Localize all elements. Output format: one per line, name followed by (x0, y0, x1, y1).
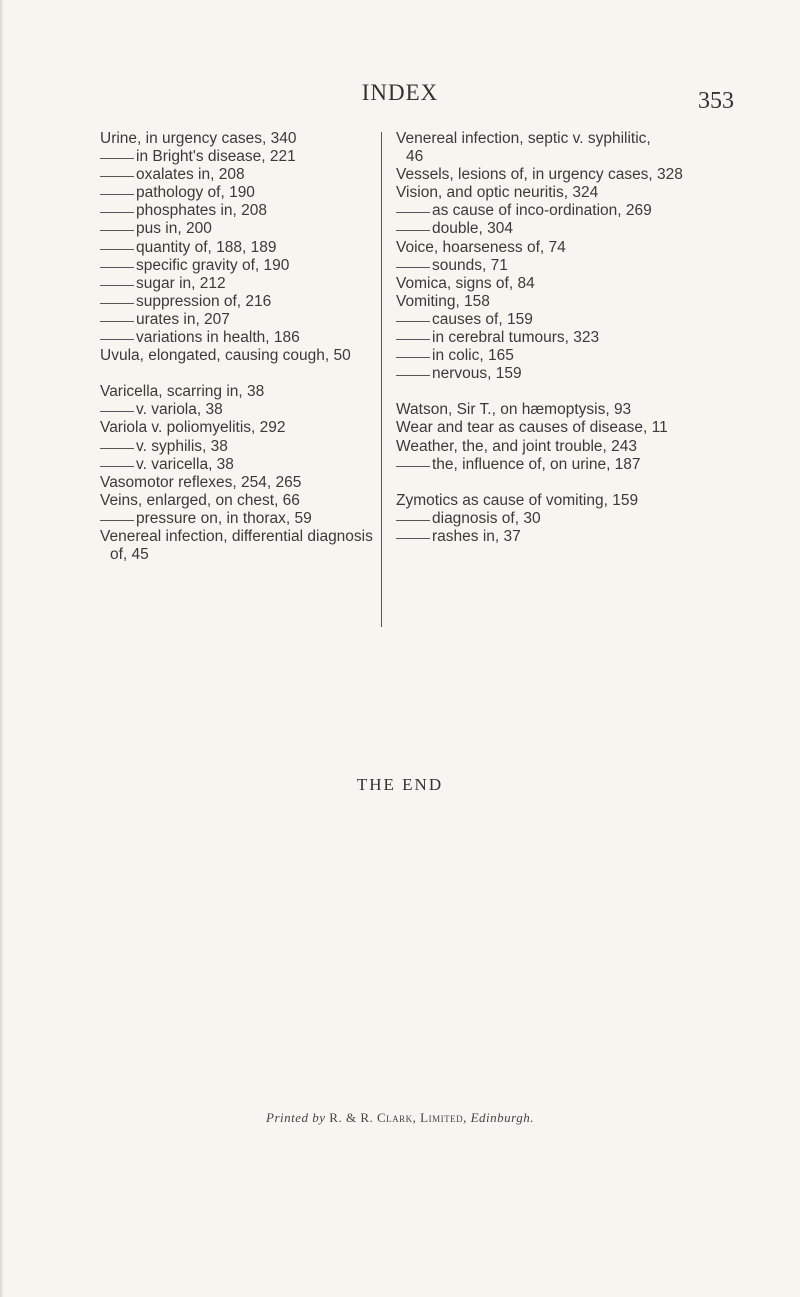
entry-gap (396, 383, 746, 401)
index-entry: Uvula, elongated, causing cough, 50 (100, 347, 351, 365)
index-entry: Venereal infection, septic v. syphilitic, (396, 130, 651, 147)
index-subentry: rashes in, 37 (396, 528, 746, 546)
index-subentry: specific gravity of, 190 (100, 257, 370, 275)
index-subentry: pressure on, in thorax, 59 (100, 510, 370, 528)
page-number: 353 (698, 88, 734, 114)
index-subentry: pathology of, 190 (100, 184, 370, 202)
index-subentry: double, 304 (396, 220, 746, 238)
entry-gap (100, 365, 370, 383)
index-subentry: in colic, 165 (396, 347, 746, 365)
index-entry: 46 (406, 148, 424, 166)
index-subentry: diagnosis of, 30 (396, 510, 746, 528)
index-subentry: the, influence of, on urine, 187 (396, 456, 746, 474)
index-subentry: causes of, 159 (396, 311, 746, 329)
index-entry: Vision, and optic neuritis, 324 (396, 184, 599, 202)
index-entry: Vasomotor reflexes, 254, 265 (100, 473, 302, 491)
index-entry: Weather, the, and joint trouble, 243 (396, 437, 637, 455)
index-column-left (100, 130, 373, 564)
index-entry: Venereal infection, differential diagnosis (100, 527, 373, 545)
index-subentry: pus in, 200 (100, 220, 370, 238)
index-subentry: as cause of inco-ordination, 269 (396, 202, 746, 220)
index-subentry: sounds, 71 (396, 257, 746, 275)
index-entry: Urine, in urgency cases, 340 (100, 130, 297, 147)
entry-gap (396, 474, 746, 492)
index-entry: of, 45 (110, 546, 149, 564)
index-subentry: phosphates in, 208 (100, 202, 370, 220)
index-subentry: in Bright's disease, 221 (100, 148, 370, 166)
index-subentry: quantity of, 188, 189 (100, 239, 370, 257)
index-subentry: v. varicella, 38 (100, 456, 370, 474)
printer-imprint (0, 1110, 800, 1126)
page-title: INDEX (361, 80, 439, 105)
index-entry: Vomica, signs of, 84 (396, 274, 535, 292)
index-entry: Wear and tear as causes of disease, 11 (396, 419, 668, 437)
index-column-right (396, 130, 746, 546)
index-entry: Vomiting, 158 (396, 292, 490, 310)
index-entry: Varicella, scarring in, 38 (100, 383, 265, 401)
index-subentry: oxalates in, 208 (100, 166, 370, 184)
index-subentry: in cerebral tumours, 323 (396, 329, 746, 347)
page-edge (0, 0, 4, 1297)
index-subentry: nervous, 159 (396, 365, 746, 383)
index-entry: Zymotics as cause of vomiting, 159 (396, 491, 639, 509)
imprint-printer: R. & R. Clark, Limited, (329, 1110, 467, 1125)
index-subentry: sugar in, 212 (100, 275, 370, 293)
index-subentry: suppression of, 216 (100, 293, 370, 311)
index-entry: Vessels, lesions of, in urgency cases, 328 (396, 166, 683, 184)
index-subentry: v. variola, 38 (100, 401, 370, 419)
column-divider (381, 132, 382, 627)
index-subentry: variations in health, 186 (100, 329, 370, 347)
index-entry: Veins, enlarged, on chest, 66 (100, 491, 300, 509)
index-entry: Variola v. poliomyelitis, 292 (100, 419, 286, 437)
imprint-place: Edinburgh. (470, 1110, 534, 1125)
imprint-printed-by: Printed by (266, 1110, 326, 1125)
index-subentry: v. syphilis, 38 (100, 438, 370, 456)
index-entry: Voice, hoarseness of, 74 (396, 238, 566, 256)
index-entry: Watson, Sir T., on hæmoptysis, 93 (396, 401, 632, 419)
page-header (0, 80, 800, 120)
index-subentry: urates in, 207 (100, 311, 370, 329)
the-end-text: THE END (356, 775, 444, 794)
